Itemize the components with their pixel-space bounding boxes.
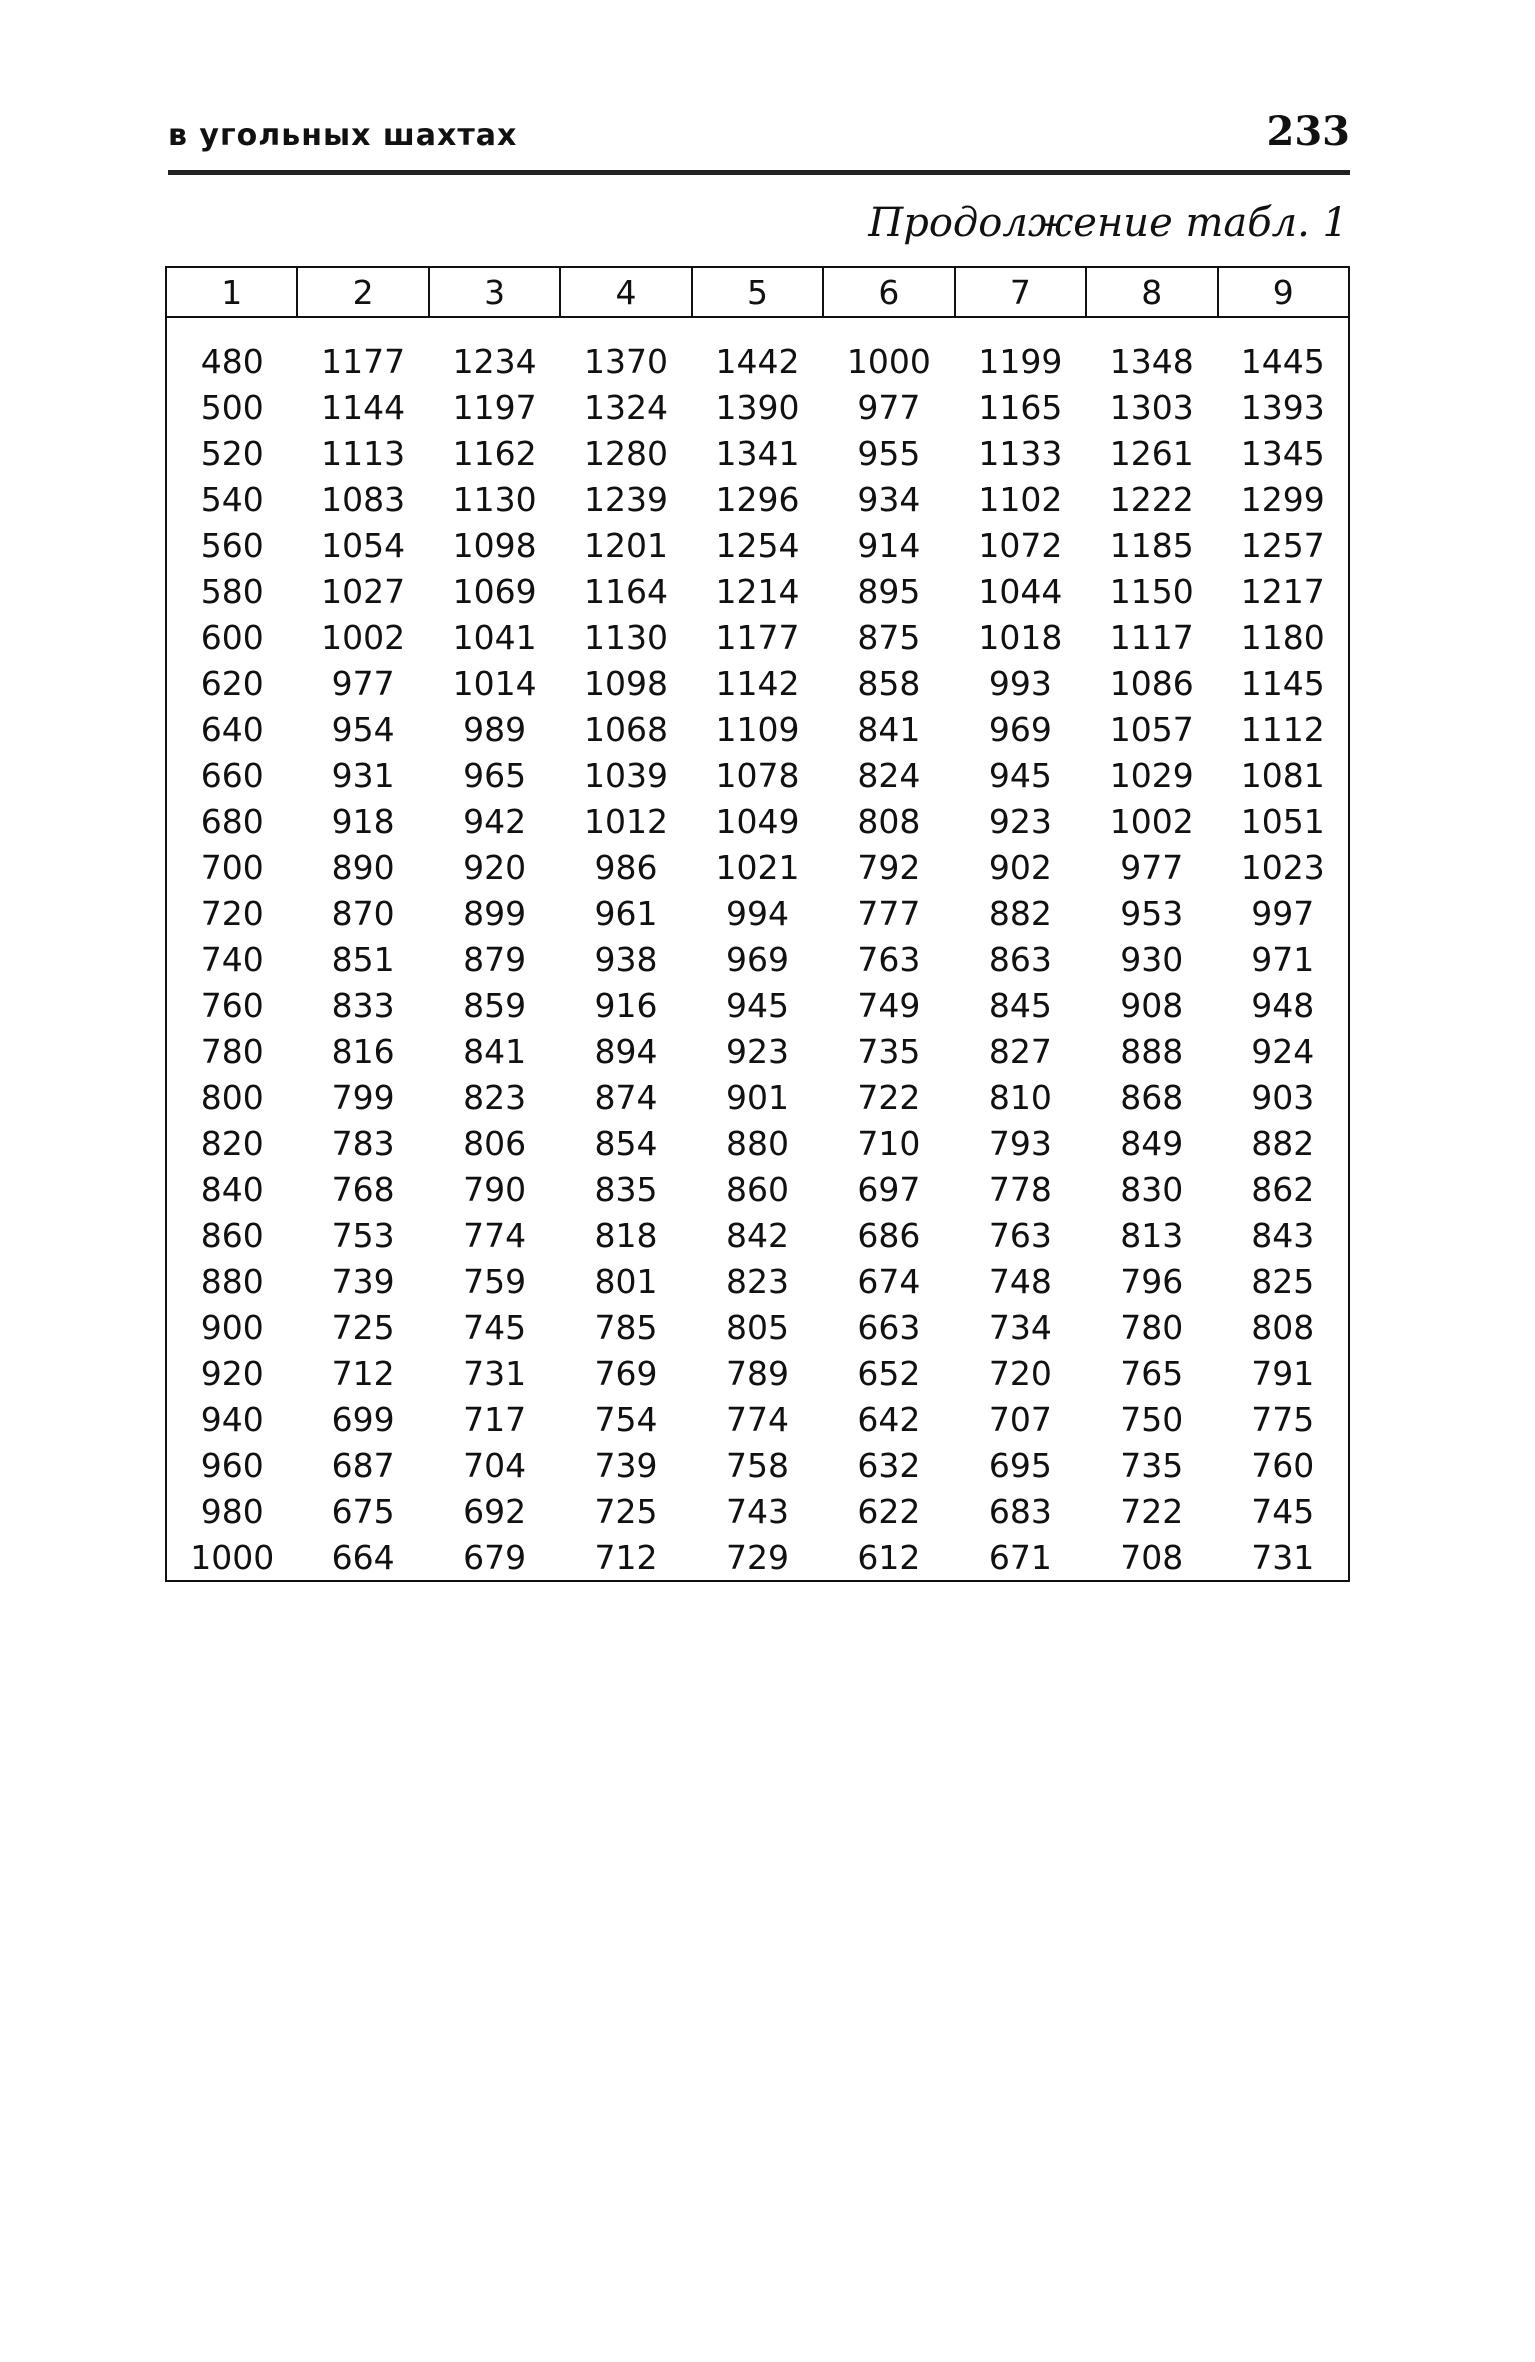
table-cell: 1002: [1109, 801, 1194, 841]
table-cell: 841: [463, 1031, 527, 1071]
table-caption: Продолжение табл. 1: [868, 200, 1348, 246]
table-row: [166, 1442, 1349, 1488]
table-row: [166, 1120, 1349, 1166]
table-cell: 824: [857, 755, 921, 795]
table-cell: 955: [857, 433, 921, 473]
table-cell: 1130: [452, 479, 537, 519]
table-cell: 849: [1120, 1123, 1184, 1163]
table-cell: 729: [692, 1534, 823, 1581]
table-cell: 908: [1120, 985, 1184, 1025]
table-cell: 818: [594, 1215, 658, 1255]
table-cell: 1144: [321, 387, 406, 427]
table-cell: 945: [988, 755, 1052, 795]
table-cell: 902: [988, 847, 1052, 887]
table-cell: 1150: [1109, 571, 1194, 611]
table-cell: 969: [725, 939, 789, 979]
table-cell: 780: [1120, 1307, 1184, 1347]
table-cell: 660: [166, 752, 297, 798]
table-row: [166, 430, 1349, 476]
table-cell: 680: [166, 798, 297, 844]
table-cell: 882: [1218, 1120, 1350, 1166]
table-cell: 580: [166, 568, 297, 614]
table-cell: 1014: [452, 663, 537, 703]
table-cell: 722: [857, 1077, 921, 1117]
table-cell: 854: [594, 1123, 658, 1163]
table-cell: 823: [463, 1077, 527, 1117]
table-cell: 833: [331, 985, 395, 1025]
table-cell: 860: [725, 1169, 789, 1209]
data-table-container: [165, 266, 1350, 1582]
table-cell: 923: [725, 1031, 789, 1071]
table-cell: 1012: [584, 801, 669, 841]
table-cell: 980: [166, 1488, 297, 1534]
table-cell: 879: [463, 939, 527, 979]
table-header-row: [166, 267, 1349, 317]
table-cell: 1199: [978, 341, 1063, 381]
table-cell: 725: [594, 1491, 658, 1531]
table-cell: 1177: [715, 617, 800, 657]
table-cell: 792: [857, 847, 921, 887]
table-cell: 620: [166, 660, 297, 706]
table-cell: 1197: [452, 387, 537, 427]
table-cell: 1390: [715, 387, 800, 427]
table-cell: 780: [166, 1028, 297, 1074]
table-cell: 1098: [452, 525, 537, 565]
table-cell: 774: [725, 1399, 789, 1439]
table-cell: 870: [331, 893, 395, 933]
table-cell: 679: [429, 1534, 560, 1581]
table-cell: 1130: [584, 617, 669, 657]
table-cell: 1054: [321, 525, 406, 565]
table-cell: 859: [463, 985, 527, 1025]
page-number: 233: [1266, 108, 1350, 155]
table-cell: 632: [857, 1445, 921, 1485]
table-cell: 1041: [452, 617, 537, 657]
table-cell: 1083: [321, 479, 406, 519]
table-cell: 808: [1218, 1304, 1350, 1350]
table-cell: 612: [823, 1534, 954, 1581]
table-cell: 1021: [715, 847, 800, 887]
table-cell: 745: [463, 1307, 527, 1347]
table-cell: 901: [725, 1077, 789, 1117]
table-cell: 697: [857, 1169, 921, 1209]
table-cell: 986: [594, 847, 658, 887]
table-cell: 924: [1218, 1028, 1350, 1074]
table-row: [166, 1350, 1349, 1396]
table-cell: 480: [166, 317, 297, 384]
table-cell: 1348: [1109, 341, 1194, 381]
table-cell: 763: [857, 939, 921, 979]
table-cell: 720: [166, 890, 297, 936]
table-cell: 748: [988, 1261, 1052, 1301]
table-cell: 880: [166, 1258, 297, 1304]
table-cell: 712: [560, 1534, 691, 1581]
table-cell: 1078: [715, 755, 800, 795]
table-cell: 977: [1120, 847, 1184, 887]
table-cell: 940: [166, 1396, 297, 1442]
table-cell: 600: [166, 614, 297, 660]
table-cell: 739: [594, 1445, 658, 1485]
table-cell: 753: [331, 1215, 395, 1255]
table-cell: 948: [1218, 982, 1350, 1028]
table-cell: 710: [857, 1123, 921, 1163]
table-cell: 1214: [715, 571, 800, 611]
table-cell: 845: [988, 985, 1052, 1025]
table-row: [166, 706, 1349, 752]
table-cell: 875: [857, 617, 921, 657]
table-cell: 931: [331, 755, 395, 795]
table-cell: 739: [331, 1261, 395, 1301]
table-cell: 735: [1120, 1445, 1184, 1485]
table-cell: 810: [988, 1077, 1052, 1117]
table-cell: 1049: [715, 801, 800, 841]
table-row: [166, 936, 1349, 982]
table-row: [166, 614, 1349, 660]
table-cell: 823: [725, 1261, 789, 1301]
table-cell: 791: [1218, 1350, 1350, 1396]
table-row: [166, 522, 1349, 568]
table-cell: 759: [463, 1261, 527, 1301]
table-cell: 989: [463, 709, 527, 749]
table-cell: 1000: [166, 1534, 297, 1581]
table-cell: 942: [463, 801, 527, 841]
table-cell: 934: [857, 479, 921, 519]
table-cell: 874: [594, 1077, 658, 1117]
table-cell: 774: [463, 1215, 527, 1255]
table-cell: 860: [166, 1212, 297, 1258]
table-cell: 692: [463, 1491, 527, 1531]
table-cell: 560: [166, 522, 297, 568]
table-cell: 1165: [978, 387, 1063, 427]
table-cell: 1393: [1218, 384, 1350, 430]
table-row: [166, 1396, 1349, 1442]
table-cell: 882: [988, 893, 1052, 933]
table-cell: 805: [725, 1307, 789, 1347]
table-cell: 960: [166, 1442, 297, 1488]
table-cell: 918: [331, 801, 395, 841]
table-cell: 1086: [1109, 663, 1194, 703]
table-cell: 640: [166, 706, 297, 752]
table-cell: 540: [166, 476, 297, 522]
data-table: [165, 266, 1350, 1582]
table-row: [166, 1212, 1349, 1258]
table-row: [166, 890, 1349, 936]
table-row: [166, 476, 1349, 522]
table-cell: 793: [988, 1123, 1052, 1163]
table-cell: 953: [1120, 893, 1184, 933]
table-cell: 520: [166, 430, 297, 476]
table-cell: 1185: [1109, 525, 1194, 565]
table-cell: 1072: [978, 525, 1063, 565]
table-cell: 699: [331, 1399, 395, 1439]
table-cell: 799: [331, 1077, 395, 1117]
table-cell: 777: [857, 893, 921, 933]
table-cell: 1039: [584, 755, 669, 795]
table-cell: 920: [463, 847, 527, 887]
table-cell: 720: [988, 1353, 1052, 1393]
table-row: [166, 1534, 1349, 1581]
table-cell: 1112: [1218, 706, 1350, 752]
table-cell: 827: [988, 1031, 1052, 1071]
table-cell: 961: [594, 893, 658, 933]
table-row: [166, 1488, 1349, 1534]
table-cell: 945: [725, 985, 789, 1025]
table-cell: 1102: [978, 479, 1063, 519]
table-cell: 725: [331, 1307, 395, 1347]
table-cell: 1217: [1218, 568, 1350, 614]
table-cell: 731: [1218, 1534, 1350, 1581]
table-cell: 674: [857, 1261, 921, 1301]
table-cell: 743: [725, 1491, 789, 1531]
table-cell: 930: [1120, 939, 1184, 979]
table-cell: 1261: [1109, 433, 1194, 473]
table-cell: 1029: [1109, 755, 1194, 795]
table-cell: 671: [955, 1534, 1086, 1581]
table-cell: 920: [166, 1350, 297, 1396]
table-cell: 760: [166, 982, 297, 1028]
table-cell: 1057: [1109, 709, 1194, 749]
table-cell: 1018: [978, 617, 1063, 657]
table-cell: 675: [331, 1491, 395, 1531]
table-cell: 835: [594, 1169, 658, 1209]
table-cell: 843: [1218, 1212, 1350, 1258]
table-cell: 700: [166, 844, 297, 890]
table-cell: 994: [725, 893, 789, 933]
table-cell: 1280: [584, 433, 669, 473]
table-cell: 1303: [1109, 387, 1194, 427]
table-body: [166, 317, 1349, 1581]
table-cell: 841: [857, 709, 921, 749]
table-cell: 888: [1120, 1031, 1184, 1071]
table-cell: 895: [857, 571, 921, 611]
table-cell: 745: [1218, 1488, 1350, 1534]
table-cell: 862: [1218, 1166, 1350, 1212]
table-cell: 758: [725, 1445, 789, 1485]
table-cell: 1142: [715, 663, 800, 703]
column-header-6: 6: [823, 267, 954, 317]
table-cell: 1162: [452, 433, 537, 473]
table-cell: 1000: [846, 341, 931, 381]
table-cell: 1257: [1218, 522, 1350, 568]
table-cell: 1145: [1218, 660, 1350, 706]
table-cell: 1324: [584, 387, 669, 427]
table-cell: 1177: [321, 341, 406, 381]
table-cell: 890: [331, 847, 395, 887]
table-row: [166, 660, 1349, 706]
table-cell: 800: [166, 1074, 297, 1120]
table-row: [166, 752, 1349, 798]
header-rule: [168, 170, 1350, 175]
table-cell: 1164: [584, 571, 669, 611]
table-cell: 1345: [1218, 430, 1350, 476]
table-cell: 1117: [1109, 617, 1194, 657]
table-cell: 914: [857, 525, 921, 565]
table-cell: 734: [988, 1307, 1052, 1347]
table-cell: 687: [331, 1445, 395, 1485]
table-cell: 1023: [1218, 844, 1350, 890]
table-cell: 820: [166, 1120, 297, 1166]
table-cell: 1201: [584, 525, 669, 565]
table-cell: 664: [297, 1534, 428, 1581]
table-cell: 923: [988, 801, 1052, 841]
table-cell: 997: [1218, 890, 1350, 936]
table-cell: 1222: [1109, 479, 1194, 519]
table-row: [166, 1074, 1349, 1120]
table-cell: 1180: [1218, 614, 1350, 660]
table-cell: 750: [1120, 1399, 1184, 1439]
table-row: [166, 1304, 1349, 1350]
table-cell: 1002: [321, 617, 406, 657]
table-row: [166, 568, 1349, 614]
table-cell: 686: [857, 1215, 921, 1255]
table-cell: 977: [857, 387, 921, 427]
table-cell: 708: [1086, 1534, 1217, 1581]
table-cell: 965: [463, 755, 527, 795]
running-head: в угольных шахтах: [168, 118, 518, 153]
table-cell: 1109: [715, 709, 800, 749]
table-cell: 707: [988, 1399, 1052, 1439]
table-cell: 842: [725, 1215, 789, 1255]
table-cell: 789: [725, 1353, 789, 1393]
table-cell: 749: [857, 985, 921, 1025]
table-cell: 712: [331, 1353, 395, 1393]
table-cell: 830: [1120, 1169, 1184, 1209]
table-cell: 796: [1120, 1261, 1184, 1301]
table-cell: 880: [725, 1123, 789, 1163]
table-row: [166, 317, 1349, 384]
table-cell: 806: [463, 1123, 527, 1163]
column-header-3: 3: [429, 267, 560, 317]
table-cell: 704: [463, 1445, 527, 1485]
table-cell: 683: [988, 1491, 1052, 1531]
table-cell: 763: [988, 1215, 1052, 1255]
table-cell: 642: [857, 1399, 921, 1439]
table-cell: 1068: [584, 709, 669, 749]
table-row: [166, 1258, 1349, 1304]
table-cell: 1296: [715, 479, 800, 519]
table-cell: 1051: [1218, 798, 1350, 844]
table-cell: 1445: [1218, 317, 1350, 384]
table-cell: 1027: [321, 571, 406, 611]
table-cell: 622: [857, 1491, 921, 1531]
table-cell: 863: [988, 939, 1052, 979]
table-cell: 813: [1120, 1215, 1184, 1255]
table-cell: 900: [166, 1304, 297, 1350]
column-header-1: 1: [166, 267, 297, 317]
table-cell: 1081: [1218, 752, 1350, 798]
table-cell: 816: [331, 1031, 395, 1071]
table-cell: 740: [166, 936, 297, 982]
table-cell: 808: [857, 801, 921, 841]
table-cell: 1234: [452, 341, 537, 381]
table-cell: 1044: [978, 571, 1063, 611]
table-row: [166, 982, 1349, 1028]
column-header-2: 2: [297, 267, 428, 317]
table-cell: 1341: [715, 433, 800, 473]
table-cell: 801: [594, 1261, 658, 1301]
table-cell: 500: [166, 384, 297, 430]
table-cell: 894: [594, 1031, 658, 1071]
table-cell: 899: [463, 893, 527, 933]
table-cell: 1442: [715, 341, 800, 381]
table-cell: 971: [1218, 936, 1350, 982]
table-cell: 775: [1218, 1396, 1350, 1442]
column-header-9: 9: [1218, 267, 1350, 317]
table-cell: 1299: [1218, 476, 1350, 522]
table-cell: 840: [166, 1166, 297, 1212]
table-cell: 977: [331, 663, 395, 703]
table-cell: 993: [988, 663, 1052, 703]
table-cell: 858: [857, 663, 921, 703]
table-cell: 851: [331, 939, 395, 979]
table-cell: 754: [594, 1399, 658, 1439]
table-cell: 760: [1218, 1442, 1350, 1488]
table-cell: 969: [988, 709, 1052, 749]
table-cell: 785: [594, 1307, 658, 1347]
table-cell: 717: [463, 1399, 527, 1439]
table-cell: 652: [857, 1353, 921, 1393]
table-row: [166, 384, 1349, 430]
table-cell: 765: [1120, 1353, 1184, 1393]
table-cell: 735: [857, 1031, 921, 1071]
table-cell: 903: [1218, 1074, 1350, 1120]
table-cell: 868: [1120, 1077, 1184, 1117]
table-cell: 916: [594, 985, 658, 1025]
table-cell: 938: [594, 939, 658, 979]
table-cell: 778: [988, 1169, 1052, 1209]
table-cell: 769: [594, 1353, 658, 1393]
table-cell: 1069: [452, 571, 537, 611]
column-header-5: 5: [692, 267, 823, 317]
table-cell: 731: [463, 1353, 527, 1393]
table-cell: 695: [988, 1445, 1052, 1485]
table-row: [166, 844, 1349, 890]
column-header-8: 8: [1086, 267, 1217, 317]
table-cell: 768: [331, 1169, 395, 1209]
table-cell: 1098: [584, 663, 669, 703]
table-cell: 1133: [978, 433, 1063, 473]
table-cell: 1113: [321, 433, 406, 473]
table-cell: 663: [857, 1307, 921, 1347]
table-row: [166, 798, 1349, 844]
column-header-4: 4: [560, 267, 691, 317]
table-cell: 954: [331, 709, 395, 749]
table-cell: 1370: [584, 341, 669, 381]
table-cell: 722: [1120, 1491, 1184, 1531]
column-header-7: 7: [955, 267, 1086, 317]
table-cell: 790: [463, 1169, 527, 1209]
table-row: [166, 1028, 1349, 1074]
table-cell: 1254: [715, 525, 800, 565]
table-cell: 1239: [584, 479, 669, 519]
table-row: [166, 1166, 1349, 1212]
table-cell: 825: [1218, 1258, 1350, 1304]
table-cell: 783: [331, 1123, 395, 1163]
